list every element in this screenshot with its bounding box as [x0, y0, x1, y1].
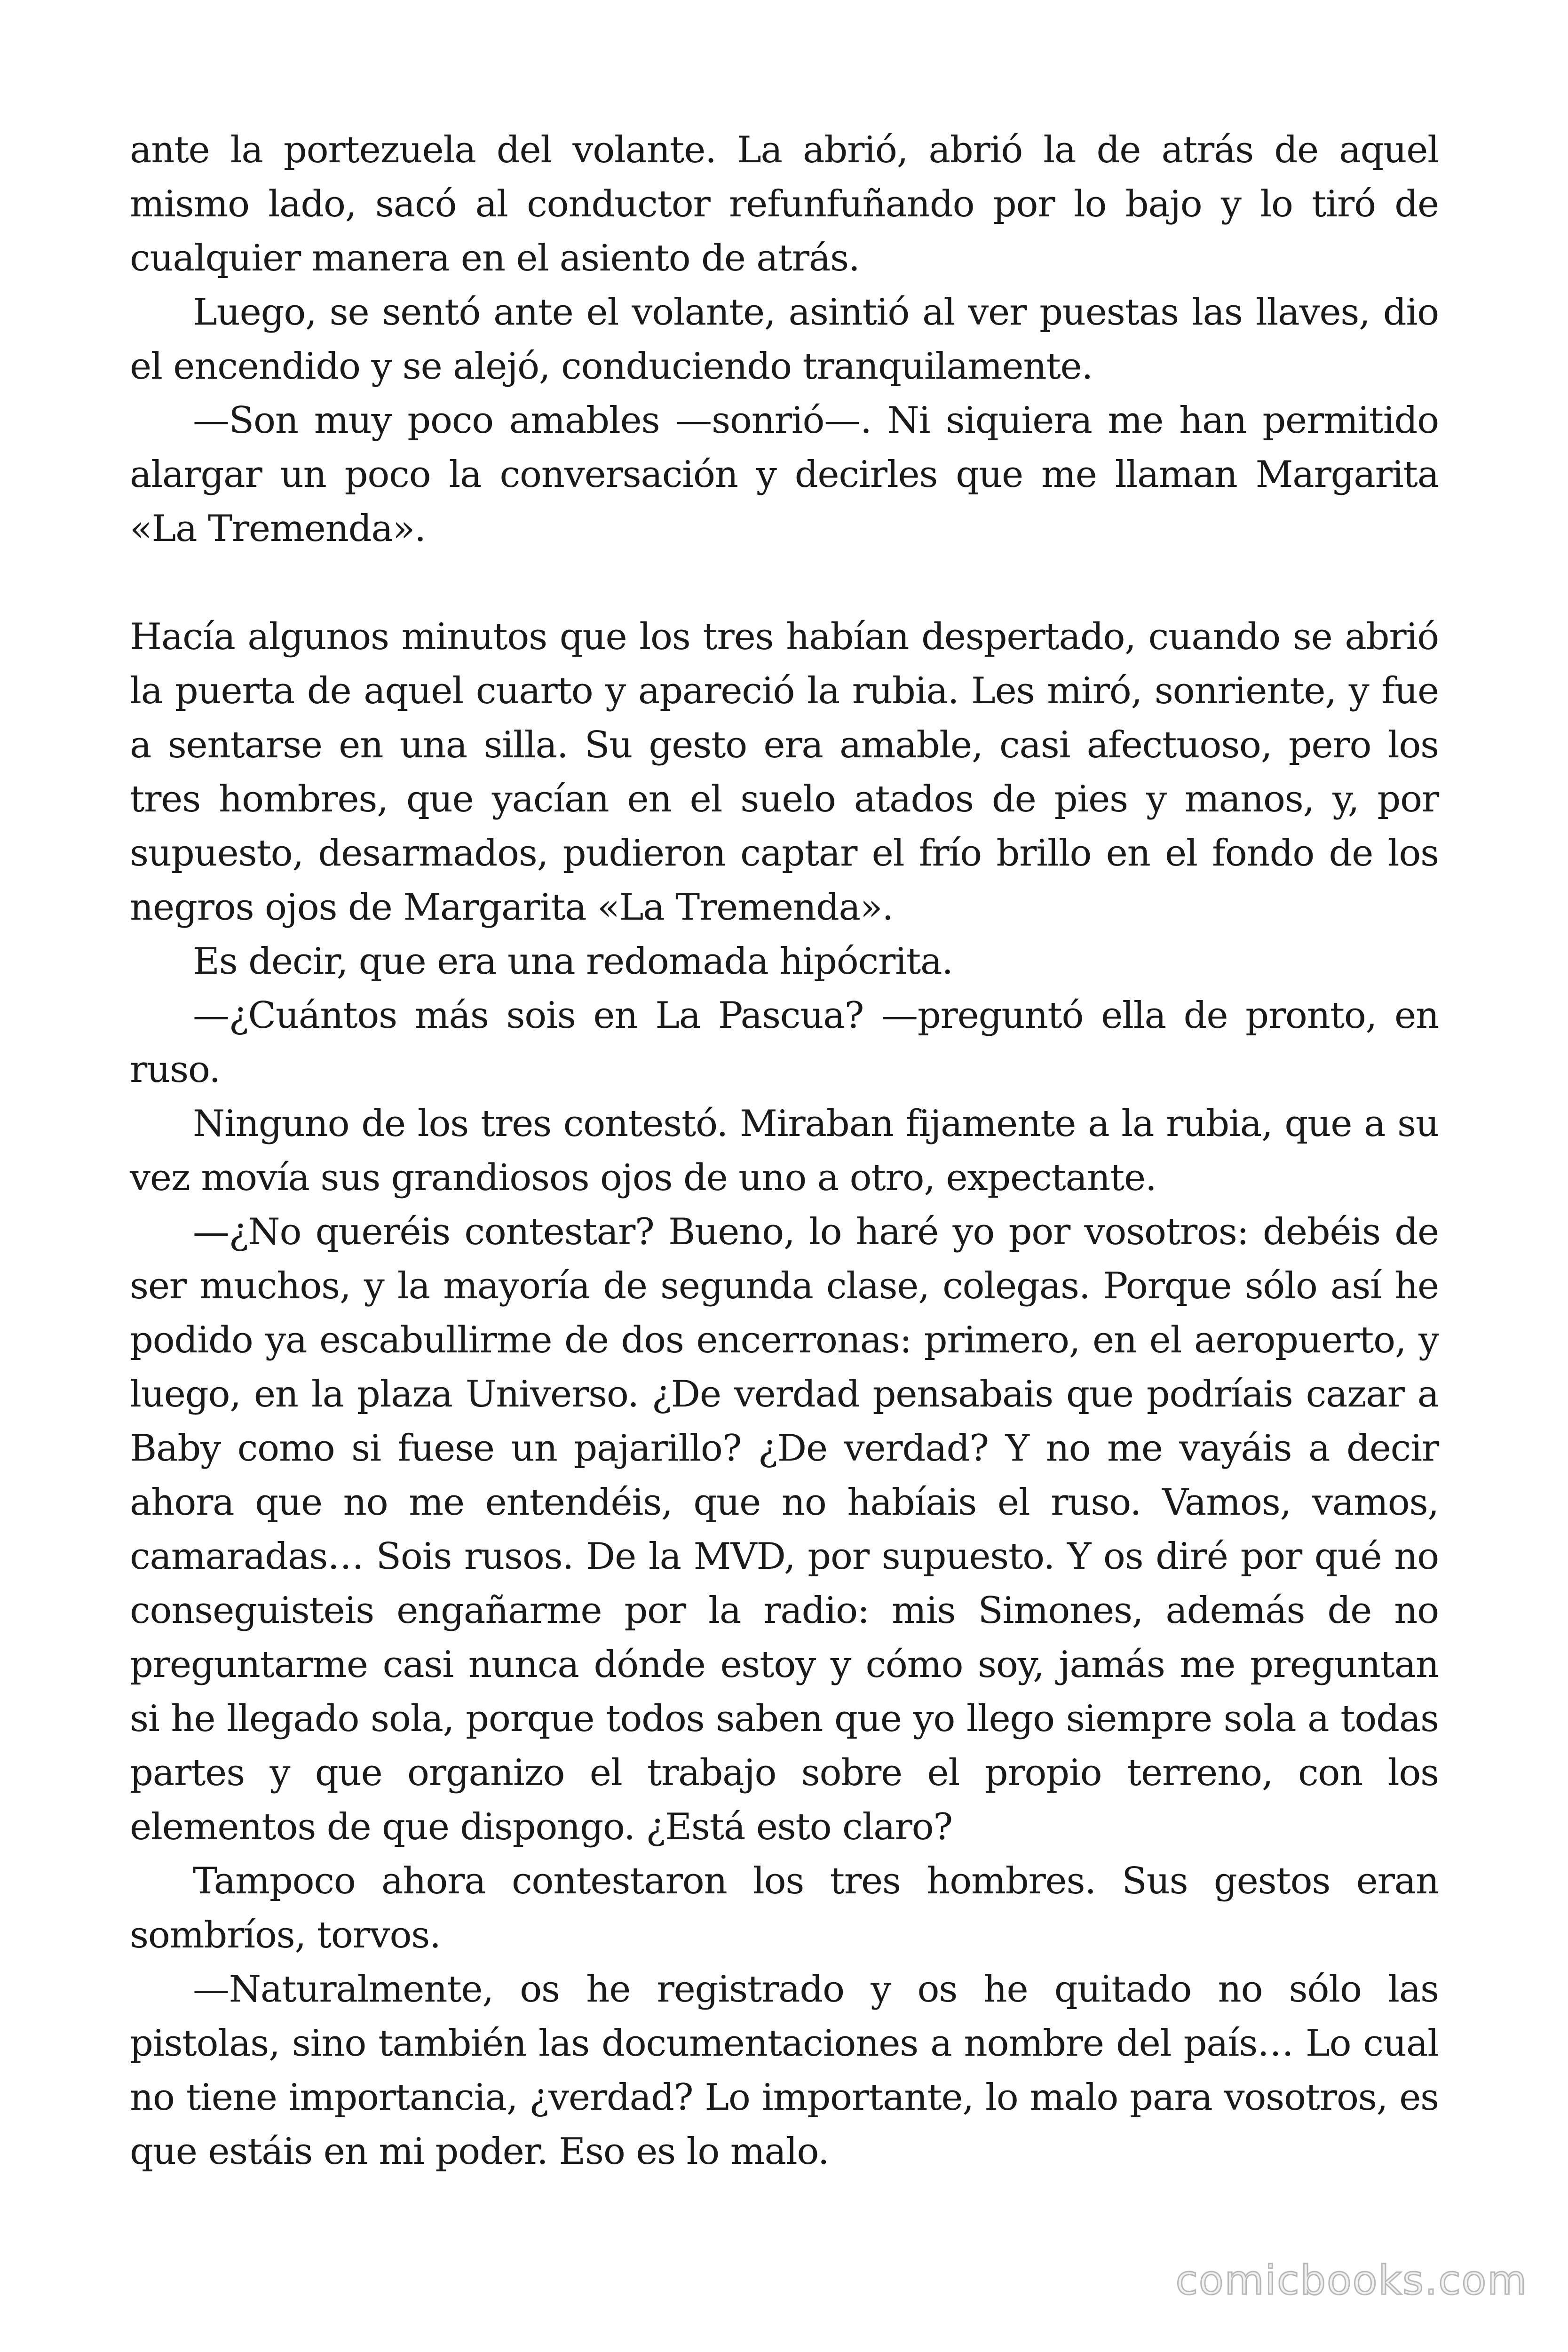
watermark: comicbooks.com	[1175, 2257, 1528, 2304]
paragraph: ante la portezuela del volante. La abrió, abrió la de atrás de aquel mismo lado, sacó al conductor refunfuñando por lo bajo y lo tiró de cualquier manera en el asiento de atrás.	[130, 129, 1439, 279]
paragraph: —¿Cuántos más sois en La Pascua? —preguntó ella de pronto, en ruso.	[130, 994, 1439, 1091]
paragraph: Es decir, que era una redomada hipócrita.	[193, 940, 953, 983]
paragraph: Luego, se sentó ante el volante, asintió al ver puestas las llaves, dio el encendido y se alejó, conduciendo tranquilamente.	[130, 291, 1439, 388]
paragraph: —Son muy poco amables —sonrió—. Ni siquiera me han permitido alargar un poco la conversación y decirles que me llaman Margarita «La Tremenda».	[130, 399, 1439, 550]
paragraph: —Naturalmente, os he registrado y os he quitado no sólo las pistolas, sino también las documentaciones a nombre del país… Lo cual no tiene importancia, ¿verdad? Lo importante, lo malo para vosotros, es que estáis en mi poder. Eso es lo malo.	[130, 1968, 1439, 2173]
paragraph: Hacía algunos minutos que los tres habían despertado, cuando se abrió la puerta de aquel cuarto y apareció la rubia. Les miró, sonriente, y fue a sentarse en una silla. Su gesto era amable, casi afectuoso, pero los tres hombres, que yacían en el suelo atados de pies y manos, y, por supuesto, desarmados, pudieron captar el frío brillo en el fondo de los negros ojos de Margarita «La Tremenda».	[130, 616, 1439, 929]
paragraph: —¿No queréis contestar? Bueno, lo haré yo por vosotros: debéis de ser muchos, y la mayoría de segunda clase, colegas. Porque sólo así he podido ya escabullirme de dos encerronas: primero, en el aeropuerto, y luego, en la plaza Universo. ¿De verdad pensabais que podríais cazar a Baby como si fuese un pajarillo? ¿De verdad? Y no me vayáis a decir ahora que no me entendéis, que no habíais el ruso. Vamos, vamos, camaradas… Sois rusos. De la MVD, por supuesto. Y os diré por qué no conseguisteis engañarme por la radio: mis Simones, además de no preguntarme casi nunca dónde estoy y cómo soy, jamás me preguntan si he llegado sola, porque todos saben que yo llego siempre sola a todas partes y que organizo el trabajo sobre el propio terreno, con los elementos de que dispongo. ¿Está esto claro?	[130, 1211, 1439, 1848]
paragraph: Ninguno de los tres contestó. Miraban fijamente a la rubia, que a su vez movía sus grandiosos ojos de uno a otro, expectante.	[130, 1103, 1439, 1199]
page-text	[130, 123, 1439, 2179]
paragraph: Tampoco ahora contestaron los tres hombres. Sus gestos eran sombríos, torvos.	[130, 1860, 1439, 1956]
